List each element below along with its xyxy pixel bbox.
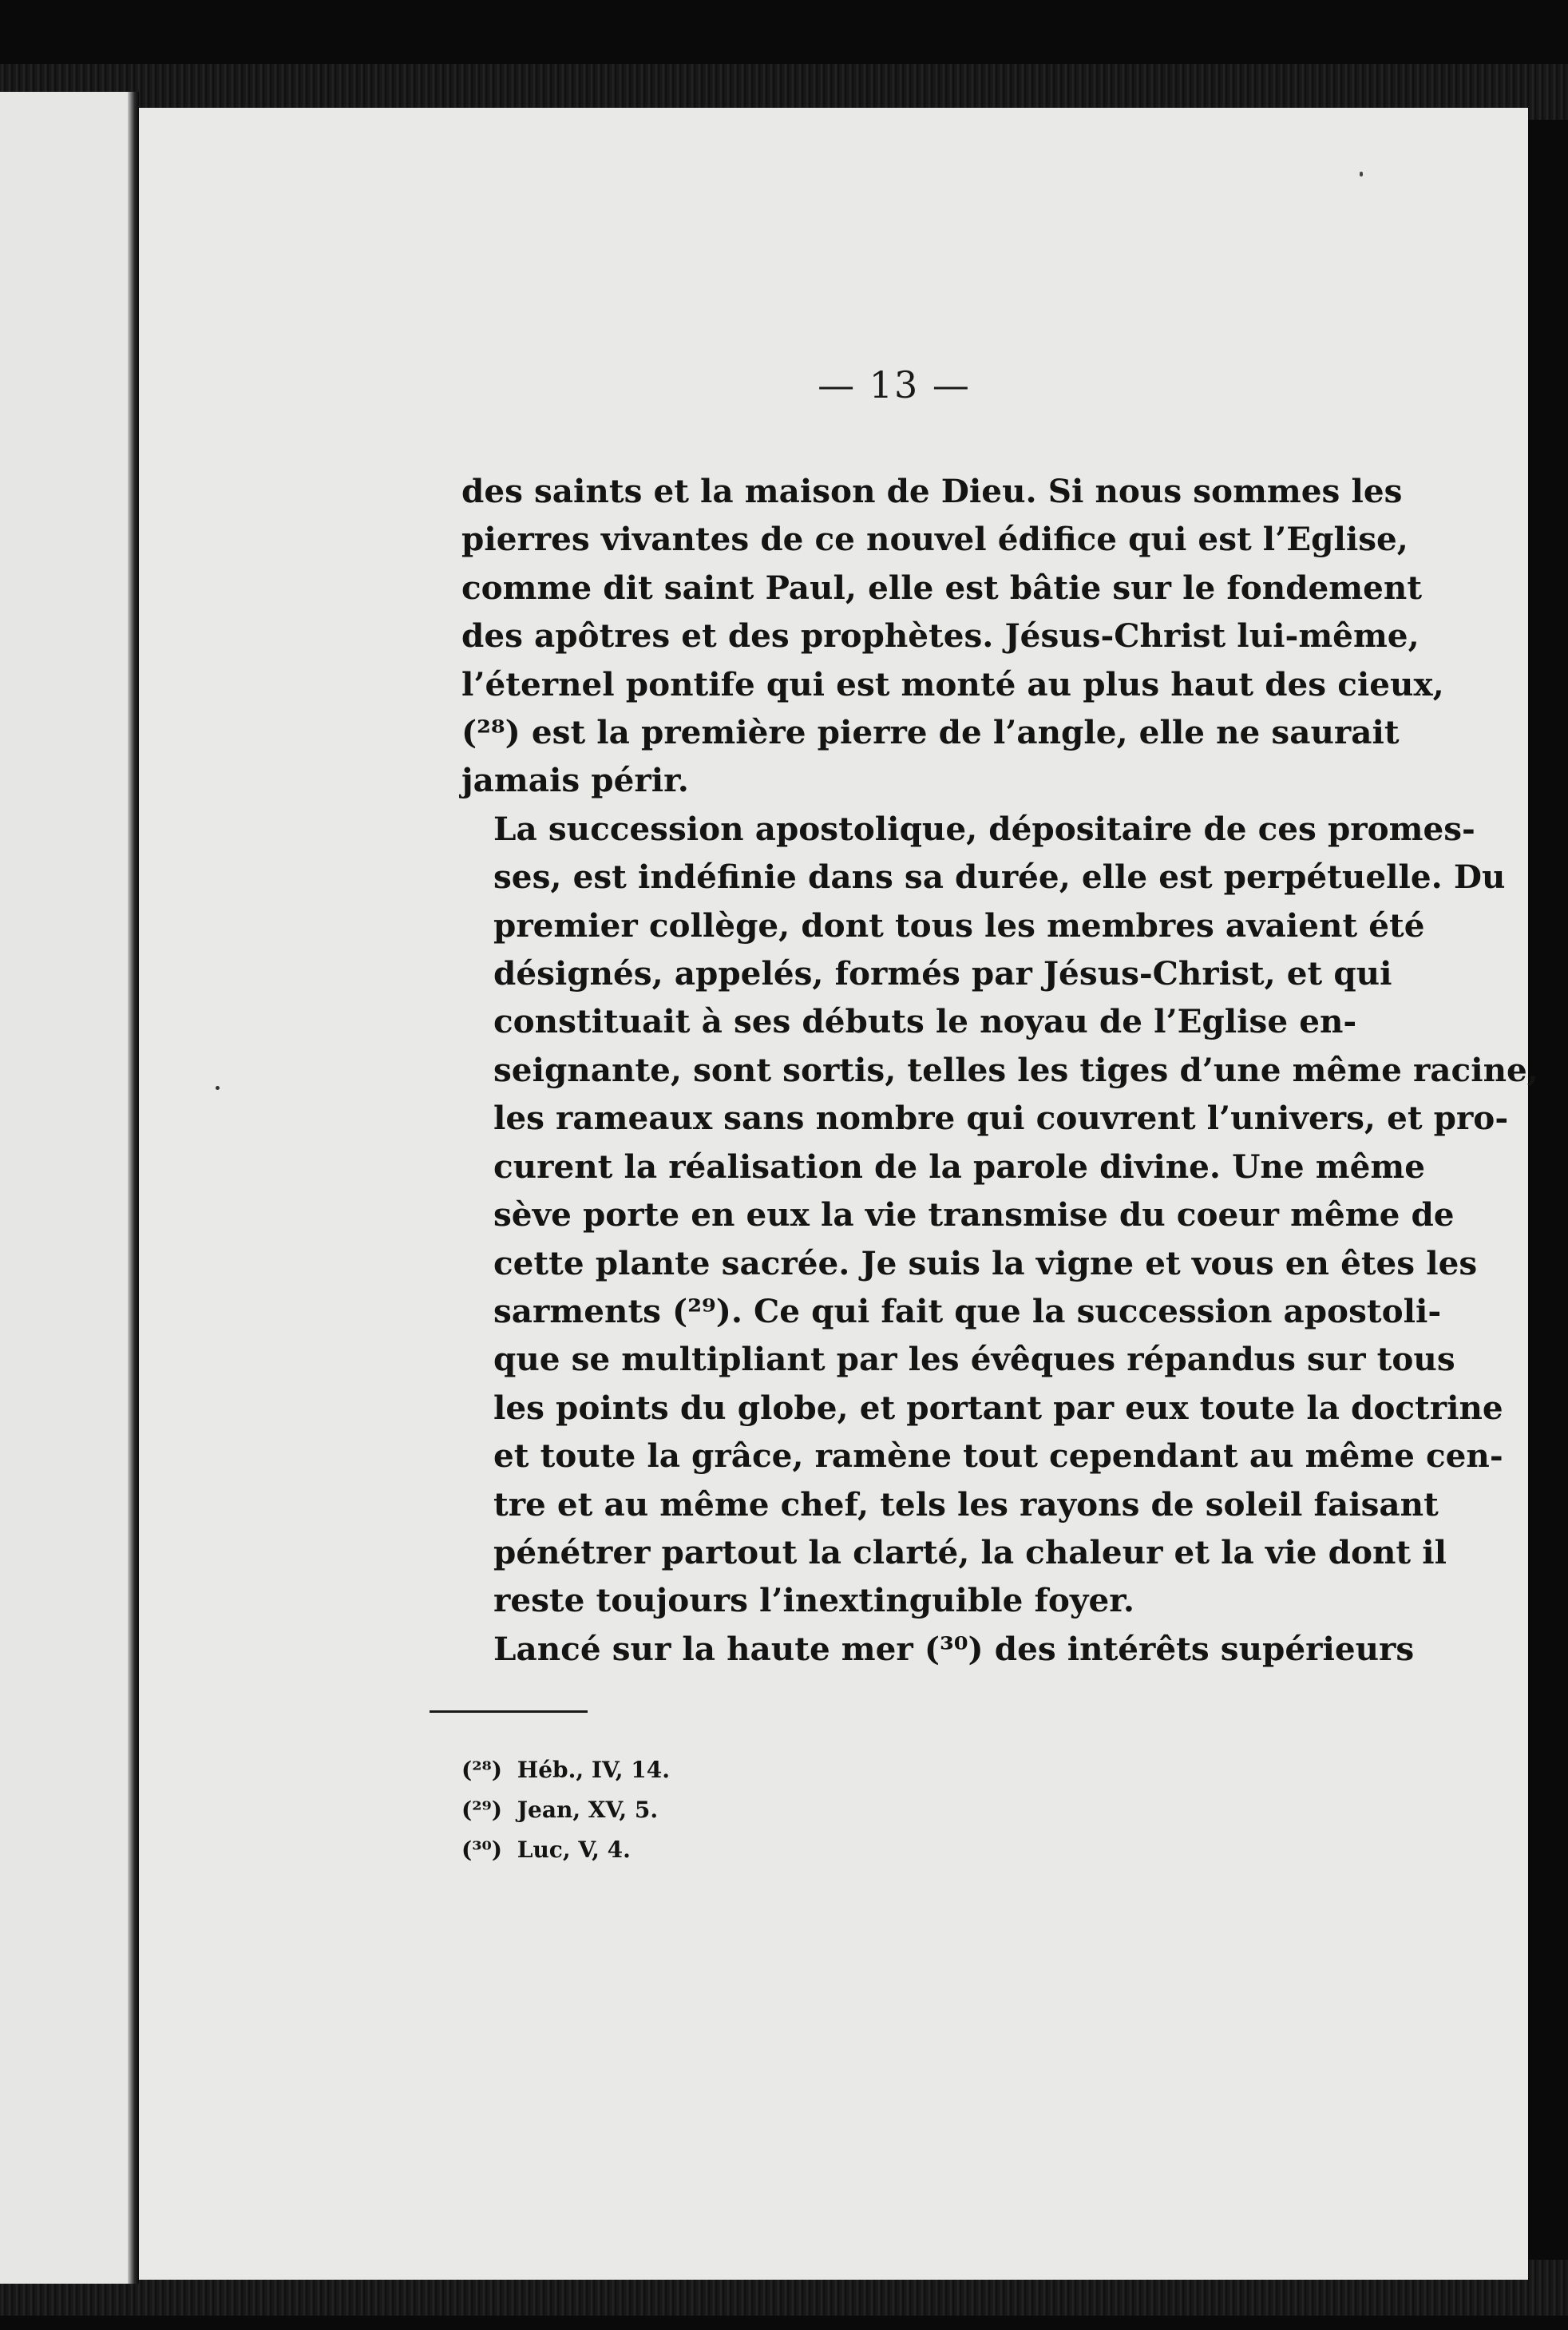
- text-line: constituait à ses débuts le noyau de l’Eglise en-: [493, 1002, 1357, 1041]
- footnote-29: [461, 1790, 1020, 1830]
- text-line: les points du globe, et portant par eux toute la doctrine: [493, 1388, 1503, 1427]
- paragraph-3: [461, 1625, 1415, 1673]
- footnote-28: [461, 1750, 1020, 1790]
- text-line: Lancé sur la haute mer (³⁰) des intérêts supérieurs: [493, 1629, 1415, 1668]
- page-number: — 13 —: [818, 363, 971, 406]
- text-line: tre et au même chef, tels les rayons de soleil faisant: [493, 1484, 1439, 1524]
- text-line: premier collège, dont tous les membres avaient été: [493, 905, 1425, 945]
- paragraph-2: [461, 805, 1538, 1625]
- text-line: désignés, appelés, formés par Jésus-Christ, et qui: [493, 954, 1392, 993]
- text-line: reste toujours l’inextinguible foyer.: [493, 1581, 1134, 1620]
- paragraph-1: [461, 467, 1444, 805]
- text-line: pierres vivantes de ce nouvel édifice qui est l’Eglise,: [461, 520, 1408, 559]
- text-line: l’éternel pontife qui est monté au plus haut des cieux,: [461, 664, 1444, 703]
- text-line: des saints et la maison de Dieu. Si nous sommes les: [461, 472, 1403, 510]
- text-line: La succession apostolique, dépositaire de ces promes-: [493, 809, 1475, 848]
- text-line: les rameaux sans nombre qui couvrent l’univers, et pro-: [493, 1099, 1509, 1138]
- footnote-mark: (³⁰): [461, 1837, 503, 1863]
- footnotes: [461, 1750, 1020, 1870]
- scan-speck: [216, 1086, 220, 1090]
- footnote-text: Héb., IV, 14.: [517, 1757, 670, 1783]
- text-line: ses, est indéfinie dans sa durée, elle est perpétuelle. Du: [493, 858, 1506, 897]
- text-line: sarments (²⁹). Ce qui fait que la succession apostoli-: [493, 1291, 1442, 1330]
- text-line: des apôtres et des prophètes. Jésus-Christ lui-même,: [461, 616, 1420, 656]
- text-line: jamais périr.: [461, 761, 689, 800]
- page-gutter: [128, 92, 139, 2284]
- text-line: comme dit saint Paul, elle est bâtie sur le fondement: [461, 568, 1423, 607]
- text-line: que se multipliant par les évêques répandus sur tous: [493, 1340, 1455, 1379]
- text-line: seignante, sont sortis, telles les tiges d’une même racine,: [493, 1050, 1538, 1089]
- scan-speck: [1360, 172, 1363, 176]
- text-line: et toute la grâce, ramène tout cependant au même cen-: [493, 1436, 1503, 1476]
- text-line: (²⁸) est la première pierre de l’angle, elle ne saurait: [461, 713, 1400, 752]
- text-line: pénétrer partout la clarté, la chaleur et la vie dont il: [493, 1532, 1447, 1571]
- text-line: curent la réalisation de la parole divine. Une même: [493, 1147, 1425, 1186]
- footnote-30: [461, 1830, 1020, 1870]
- body-text: [461, 467, 1538, 1673]
- footnote-text: Jean, XV, 5.: [517, 1797, 659, 1823]
- footnote-text: Luc, V, 4.: [517, 1837, 631, 1863]
- previous-page-edge: [0, 92, 136, 2284]
- footnote-mark: (²⁹): [461, 1797, 503, 1823]
- text-line: cette plante sacrée. Je suis la vigne et vous en êtes les: [493, 1243, 1478, 1282]
- text-line: sève porte en eux la vie transmise du coeur même de: [493, 1195, 1455, 1234]
- footnote-divider: [430, 1710, 588, 1713]
- footnote-mark: (²⁸): [461, 1757, 503, 1783]
